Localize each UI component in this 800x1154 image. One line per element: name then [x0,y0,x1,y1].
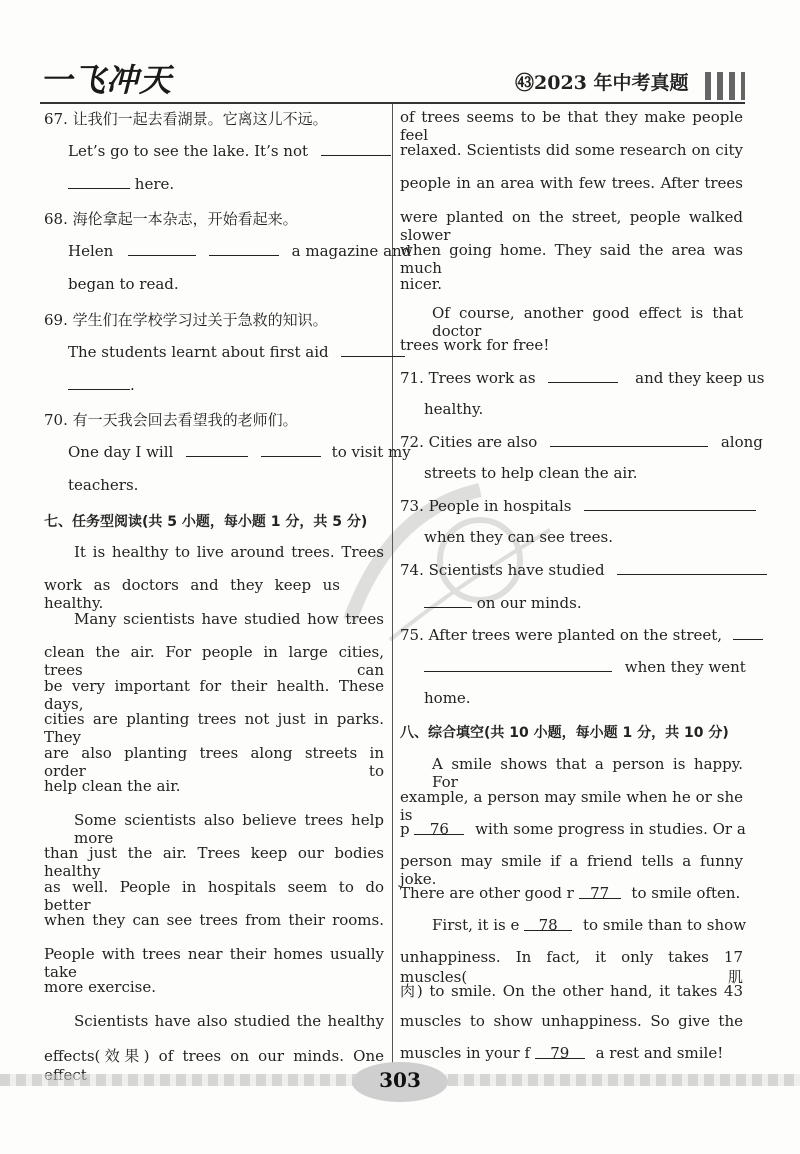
q79-blank[interactable]: 79 [535,1044,585,1059]
q68-blank-1[interactable] [128,241,196,256]
passage-line2: relaxed. Scientists did some research on city [400,141,743,159]
q78-text: to smile than to show [582,916,747,934]
para3-line1: Some scientists also believe trees help more [74,811,384,847]
passage-line1: of trees seems to be that they make people feel [400,108,743,144]
q70-chinese: 70. 有一天我会回去看望我的老师们。 [44,411,298,429]
q70-english-2: teachers. [68,476,139,494]
q68-text-a: Helen [68,242,114,260]
para3-line5: People with trees near their homes usually take [44,945,384,981]
q78-prefix: First, it is e [432,916,520,934]
para2-line1: Many scientists have studied how trees [74,610,384,628]
q76-blank[interactable]: 76 [414,820,464,835]
q77-prefix: There are other good r [400,884,574,902]
passage-line7: Of course, another good effect is that doctor [432,304,743,340]
q71-line1 [400,368,764,387]
q69-chinese: 69. 学生们在学校学习过关于急救的知识。 [44,311,328,329]
q76-prefix: p [400,820,410,838]
q72-line2: streets to help clean the air. [424,464,638,482]
para2-line4: cities are planting trees not just in parks. They [44,710,384,746]
cloze-line7: unhappiness. In fact, it only takes 17 muscles(肌 [400,948,743,986]
checker-decoration-icon [705,72,745,100]
cloze-line2: example, a person may smile when he or she is [400,788,743,824]
q74-blank-1[interactable] [617,560,767,575]
q75-text-b: when they went [624,658,746,676]
q71-text-b: and they keep us [635,369,765,387]
q69-english-2 [68,375,135,394]
cloze-line1: A smile shows that a person is happy. For [432,755,743,791]
q74-line2 [424,593,582,612]
q68-english [68,241,412,260]
q67-english [68,141,391,160]
q68-text-b: a magazine and [291,242,412,260]
cloze-line9: muscles to show unhappiness. So give the [400,1012,743,1030]
q76-text: with some progress in studies. Or a [475,820,746,838]
page-number: 303 [379,1068,421,1092]
q70-blank-1[interactable] [186,442,248,457]
q77-blank[interactable]: 77 [579,884,621,899]
q68-chinese: 68. 海伦拿起一本杂志，开始看起来。 [44,210,298,228]
passage-line8: trees work for free! [400,336,550,354]
para2-line2: clean the air. For people in large cities, trees can [44,643,384,679]
q69-text-b: . [130,376,135,394]
q71-text-a: 71. Trees work as [400,369,536,387]
passage-line6: nicer. [400,275,443,293]
para3-line2: than just the air. Trees keep our bodies healthy [44,844,384,880]
passage-line5: when going home. They said the area was much [400,241,743,277]
brand-logo: 一飞冲天 [40,61,173,99]
q73-blank[interactable] [584,496,756,511]
cloze-line8: 肉) to smile. On the other hand, it takes 43 [400,982,743,1000]
passage-line4: were planted on the street, people walked slower [400,208,743,244]
q70-text-a: One day I will [68,443,174,461]
q70-english [68,442,411,461]
cloze-line10 [400,1044,723,1062]
q68-blank-2[interactable] [209,241,279,256]
q74-text-b: on our minds. [476,594,582,612]
q71-blank[interactable] [548,368,618,383]
cloze-line6 [432,916,746,934]
para3-line3: as well. People in hospitals seem to do better [44,878,384,914]
q75-line3: home. [424,689,471,707]
q73-line1 [400,496,756,515]
section-8-heading: 八、综合填空(共 10 小题，每小题 1 分，共 10 分) [400,725,729,741]
passage-line3: people in an area with few trees. After trees [400,174,743,192]
para3-line6: more exercise. [44,978,156,996]
q74-text-a: 74. Scientists have studied [400,561,605,579]
q75-line1 [400,625,763,644]
q72-text-b: along [720,433,763,451]
para3-line4: when they can see trees from their rooms. [44,911,384,929]
q73-line2: when they can see trees. [424,528,614,546]
q69-blank-1[interactable] [341,342,405,357]
para1-line2: work as doctors and they keep us healthy. [44,576,340,612]
q79-text: a rest and smile! [595,1044,724,1062]
q69-blank-2[interactable] [68,375,130,390]
q74-blank-2[interactable] [424,593,472,608]
para2-line3: be very important for their health. These days, [44,677,384,713]
section-7-heading: 七、任务型阅读(共 5 小题，每小题 1 分，共 5 分) [44,514,368,530]
q67-text-a: Let’s go to see the lake. It’s not [68,142,309,160]
page-header [0,0,800,100]
q67-blank-1[interactable] [321,141,391,156]
para1-line1: It is healthy to live around trees. Trees [74,543,384,561]
q67-chinese: 67. 让我们一起去看湖景。它离这儿不远。 [44,110,328,128]
cloze-line4: person may smile if a friend tells a funny joke. [400,852,743,888]
para4-line2: effects(效果) of trees on our minds. One [44,1047,384,1065]
q74-line1 [400,560,767,579]
q75-blank-2[interactable] [424,657,612,672]
q75-text-a: 75. After trees were planted on the street, [400,626,723,644]
cloze-line5 [400,884,740,902]
cloze-line3 [400,820,746,838]
q72-blank[interactable] [550,432,708,447]
q71-line2: healthy. [424,400,484,418]
q70-blank-2[interactable] [261,442,321,457]
q69-english [68,342,405,361]
para4-line1: Scientists have also studied the healthy [74,1012,384,1030]
q70-text-b: to visit my [331,443,411,461]
q67-text-b: here. [134,175,175,193]
q75-line2 [424,657,746,676]
para2-line5: are also planting trees along streets in order to [44,744,384,780]
q75-blank-1[interactable] [733,625,763,640]
q73-text-a: 73. People in hospitals [400,497,572,515]
issue-title: ㊸2023 年中考真题 [515,72,689,94]
q78-blank[interactable]: 78 [524,916,572,931]
q67-blank-2[interactable] [68,174,130,189]
q68-english-2: began to read. [68,275,179,293]
q69-text-a: The students learnt about first aid [68,343,329,361]
q72-text-a: 72. Cities are also [400,433,538,451]
q67-english-2 [68,174,174,193]
q79-prefix: muscles in your f [400,1044,531,1062]
q72-line1 [400,432,763,451]
q77-text: to smile often. [631,884,741,902]
para2-line6: help clean the air. [44,777,181,795]
